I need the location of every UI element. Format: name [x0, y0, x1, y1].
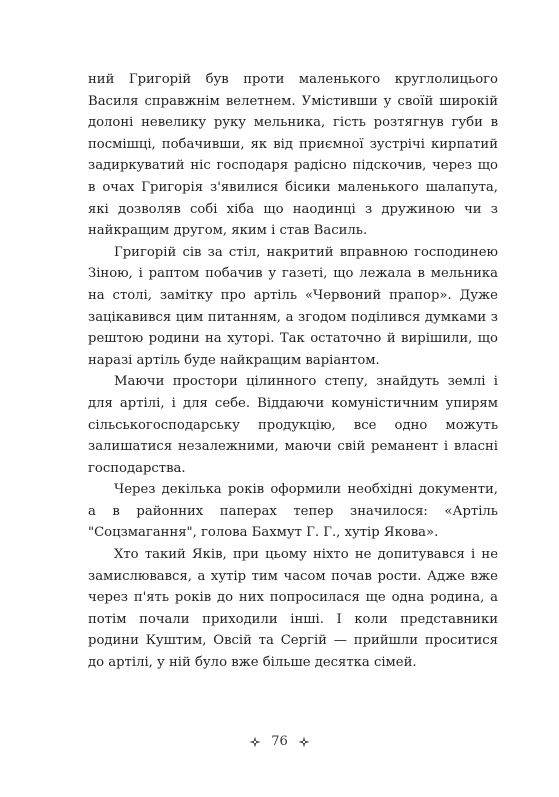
paragraph-1: ний Григорій був проти маленького круглолицього Василя справжнім велетнем. Умістивши у своїй широкій долоні невелику руку мельника, гість розтягнув губи в посмішці, побачивши, як від приємної зустрічі кирпатий задиркуватий ніс господаря радісно підскочив, через що в очах Григорія з'явилися бісики маленького шалапута, які дозволяв собі хіба що наодинці з дружиною чи з найкращим другом, яким і став Василь. [88, 72, 498, 239]
body-text [88, 69, 498, 674]
paragraph-4: Через декілька років оформили необхідні документи, а в районних паперах тепер значилося: «Артіль "Соцзмагання", голова Бахмут Г. Г., хутір Якова». [88, 482, 498, 541]
fleuron-icon [298, 736, 310, 748]
paragraph-5: Хто такий Яків, при цьому ніхто не допитувався і не замислювався, а хутір тим часом почав рости. Адже вже через п'ять років до них попросилася ще одна родина, а потім почали приходили інші. І коли представники родини Куштим, Овсій та Сергій — прийшли проситися до артілі, у ній було вже більше десятка сімей. [88, 547, 498, 671]
page-number: 76 [271, 734, 288, 749]
paragraph-3: Маючи простори цілинного степу, знайдуть землі і для артілі, і для себе. Віддаючи комуністичним упирям сільськогосподарську продукцію, все одно можуть залишатися незалежними, маючи свій реманент і власні господарства. [88, 374, 498, 476]
fleuron-icon [249, 736, 261, 748]
paragraph-2: Григорій сів за стіл, накритий вправною господинею Зіною, і раптом побачив у газеті, що лежала в мельника на столі, замітку про артіль «Червоний прапор». Дуже зацікавився цим питанням, а згодом поділився думками з рештою родини на хуторі. Так остаточно й вирішили, що наразі артіль буде найкращим варіантом. [88, 244, 498, 368]
page-footer [0, 734, 559, 749]
